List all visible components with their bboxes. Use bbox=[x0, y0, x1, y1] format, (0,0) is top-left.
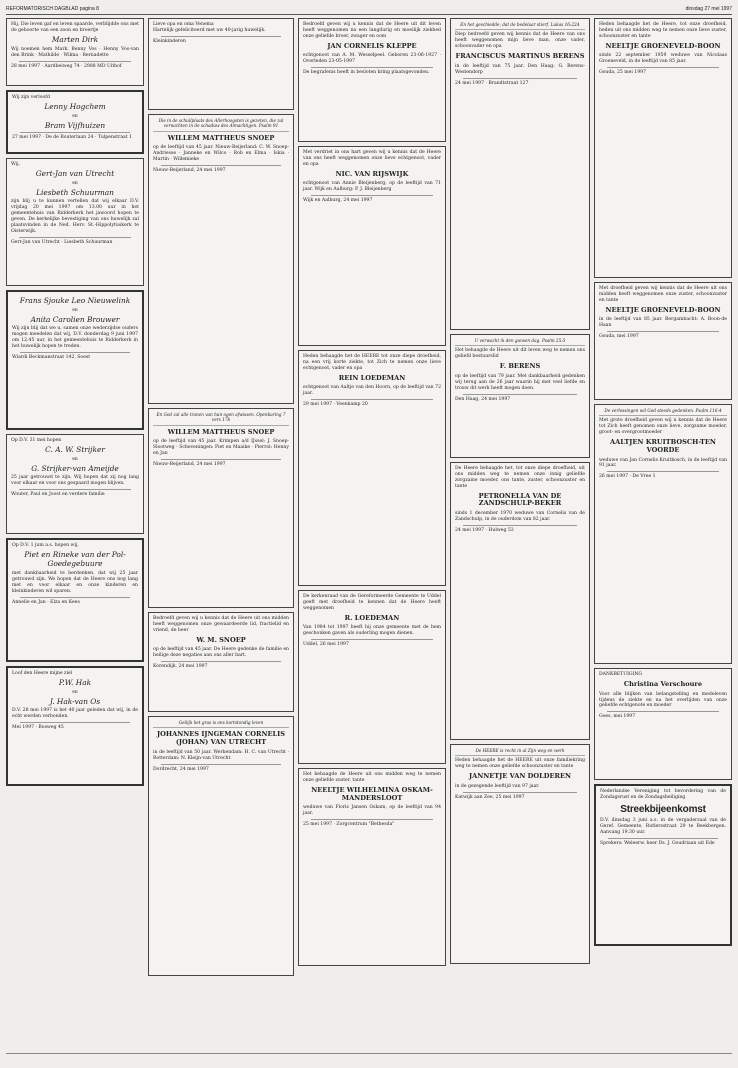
newspaper-title: REFORMATORISCH DAGBLAD pagina 8 bbox=[6, 6, 99, 12]
footer-text: Goes, mei 1997 bbox=[599, 714, 636, 720]
body-text: op de leeftijd van 45 jaar. De Heere gedenke de familie en heilige deze negaties aan ons aller hart. bbox=[153, 647, 289, 659]
person-name: Christina Verschoure bbox=[623, 679, 703, 688]
announcement bbox=[298, 18, 446, 142]
person-name: Bram Vijfhuizen bbox=[44, 120, 106, 130]
divider bbox=[161, 764, 281, 765]
announcement bbox=[6, 18, 144, 86]
announcement bbox=[450, 334, 590, 458]
footer-text: Wiardi Beckmanstraat 142, Soest bbox=[12, 355, 91, 361]
body-text: op de leeftijd van 45 jaar. Nieuw-Beijerland: C. W. Snoep-Andriesse · Janneke en Wilco · Rob en Elma · Iskia · Martin · Willemieke bbox=[153, 145, 289, 163]
lead-text: Bedroefd geven wij u kennis dat de Heere uit dit leven heeft weggenomen na een langdurig en moeilijk ziekbed onze geliefde broer, zwager en oom bbox=[303, 22, 441, 39]
person-name: FRANCISCUS MARTINUS BERENS bbox=[455, 52, 585, 61]
lead-text: Heden behaagde het de Heere, tot onze droefheid, heden uit ons midden weg te nemen onze lieve zuster, schoonzuster en tante bbox=[599, 22, 727, 39]
person-name: Anita Carolien Brouwer bbox=[30, 314, 120, 324]
announcement bbox=[298, 590, 446, 764]
quote-verse: U verwacht ik den gansen dag. Psalm 25:5 bbox=[455, 338, 585, 346]
divider bbox=[463, 792, 577, 793]
divider bbox=[161, 36, 281, 37]
lead-text: Op D.V. 31 mei hopen bbox=[11, 438, 62, 443]
announcement bbox=[298, 768, 446, 966]
footer-text: Gouda, mei 1997 bbox=[599, 334, 639, 340]
body-text: echtgenoot van Aaltje van den Hoorn, op de leeftijd van 72 jaar. bbox=[303, 385, 441, 397]
divider bbox=[607, 711, 719, 712]
lead-text: Met grote droefheid geven wij u kennis dat de Heere tot Zich heeft genomen onze lieve, zorgzame moeder, groot- en overgrootmoeder bbox=[599, 418, 727, 436]
column-3 bbox=[298, 18, 446, 970]
person-name: WILLEM MATTHEUS SNOEP bbox=[167, 133, 275, 142]
body-text: weduwe van Jan Cornelis Kruitbosch, in de leeftijd van 91 jaar. bbox=[599, 457, 727, 469]
page-header bbox=[6, 4, 732, 15]
lead-text: Loof den Heere mijne ziel bbox=[12, 671, 73, 676]
announcement bbox=[450, 18, 590, 330]
person-name: PETRONELLA VAN DE ZANDSCHULP-BEKER bbox=[478, 491, 562, 508]
person-name: WILLEM MATTHEUS SNOEP bbox=[167, 427, 275, 436]
person-name: Piet en Rineke van der Pol-Goedegebuure bbox=[24, 549, 126, 568]
lead-text: Bedroefd geven wij u kennis dat de Heere uit ons midden heeft weggenomen onze gewaardeerde lid, fractielid en vriend, de heer bbox=[153, 616, 289, 633]
divider bbox=[20, 597, 130, 598]
divider bbox=[20, 132, 130, 133]
lead-text: Met verdriet in ons hart geven wij u kennis dat de Heere van ons heeft weggenomen onze lieve echtgenoot, vader en opa bbox=[303, 150, 441, 167]
footer-text: 28 mei 1997 · Aardbeiweg 74 · 2988 MD Uithof bbox=[11, 63, 122, 69]
divider bbox=[463, 394, 577, 395]
conjunction: en bbox=[72, 180, 78, 186]
divider bbox=[607, 331, 719, 332]
footer-text: 24 mei 1997 · Hulweg 53 bbox=[455, 527, 514, 533]
body-text: in de leeftijd van 75 jaar. Den Haag: G. Berens-Westendorp bbox=[455, 63, 585, 75]
person-name: J. Hak-van Os bbox=[49, 696, 101, 706]
footer-text: Kleinkinderen bbox=[153, 38, 186, 44]
divider bbox=[463, 525, 577, 526]
divider bbox=[161, 661, 281, 662]
lead-text: Hij, Die leven gaf en leven spaarde, verblijdde ons met de geboorte van een zoon en broertje bbox=[11, 22, 139, 33]
person-name: NIC. VAN RIJSWIJK bbox=[335, 169, 409, 178]
announcement bbox=[594, 784, 732, 946]
column-2 bbox=[148, 18, 294, 980]
body-text: echtgenoot van Annie Bleijenberg, op de leeftijd van 71 jaar. Wijk en Aalburg: P. J. Bleijenberg bbox=[303, 181, 441, 193]
body-text: echtgenoot van A. M. Wesselpeel. Geboren 23-06-1927 · Overleden 23-05-1997 bbox=[303, 53, 441, 65]
footer-text: 26 mei 1997 · De Vree 1 bbox=[599, 474, 656, 480]
lead-text: DANKBETUIGING bbox=[599, 672, 643, 677]
footer-text: Mei 1997 · Bosweg 45 bbox=[12, 725, 64, 731]
announcement bbox=[6, 158, 144, 286]
divider bbox=[607, 471, 719, 472]
divider bbox=[19, 489, 131, 490]
footer-text: 29 mei 1997 · Veenkamp 20 bbox=[303, 402, 368, 408]
divider bbox=[311, 819, 433, 820]
divider bbox=[19, 237, 131, 238]
announcement bbox=[594, 18, 732, 278]
lead-text: Het behaagde de Heere uit dit leven weg te nemen ons geliefd bestuurslid bbox=[455, 348, 585, 360]
announcement bbox=[450, 744, 590, 964]
footer-text: Katwijk aan Zee, 25 mei 1997 bbox=[455, 794, 525, 800]
lead-text: Wij, bbox=[11, 162, 20, 167]
person-name: Gert-Jan van Utrecht bbox=[35, 168, 115, 178]
body-text: op de leeftijd van 45 jaar. Krimpen a/d IJssel: J. Snoep-Slootweg · Scheveningen: Piet en Maaike · Pierrol: Henny en Jan bbox=[153, 439, 289, 457]
announcement bbox=[6, 434, 144, 534]
person-name: P.W. Hak bbox=[58, 677, 92, 687]
footer-text: Sprekers: Weleerw. heer Ds. J. Goudriaan uit Ede bbox=[600, 840, 715, 846]
announcement bbox=[148, 716, 294, 976]
lead-text: Heden behaagde het de HEERE tot onze diepe droefheid, na een vrij korte ziekte, tot Zich te nemen onze lieve echtgenoot, vader en opa bbox=[303, 354, 441, 371]
person-name: Streekbijeenkomst bbox=[620, 803, 706, 815]
divider bbox=[161, 459, 281, 460]
divider bbox=[161, 165, 281, 166]
body-text: Wij noemen hem Mark. Benny Vos · Henny Vos-van den Brink · Mathilde · Wilma · Bernadette bbox=[11, 46, 139, 58]
person-name: Marten Dirk bbox=[51, 34, 99, 44]
body-text: sinds 22 september 1959 weduwe van Nicolaas Groeneveld, in de leeftijd van 85 jaar. bbox=[599, 53, 727, 65]
footer-text: Gert-Jan van Utrecht · Liesbeth Schuurman bbox=[11, 240, 113, 246]
divider bbox=[19, 61, 131, 62]
person-name: JOHANNES IJNGEMAN CORNELIS (JOHAN) VAN UTRECHT bbox=[157, 730, 285, 747]
announcement bbox=[594, 668, 732, 780]
body-text: weduwe van Floris Jansen Oskam, op de leeftijd van 94 jaar. bbox=[303, 805, 441, 817]
divider bbox=[311, 195, 433, 196]
body-text: met dankbaarheid te herdenken, dat wij 25 jaar getrouwd zijn. We hopen dat de Heere ons nog lang met en voor elkaar en onze kinderen en kleinkinderen wil sparen. bbox=[12, 570, 138, 594]
lead-text: Het behaagde de Heere uit ons midden weg te nemen onze geliefde zuster, tante bbox=[303, 772, 441, 783]
lead-text: Heden behaagde het de HEERE uit onze familiekring weg te nemen onze geliefde schoonzuster en tante bbox=[455, 758, 585, 770]
divider bbox=[311, 67, 433, 68]
person-name: F. BERENS bbox=[499, 362, 541, 371]
conjunction: en bbox=[72, 307, 78, 313]
announcement bbox=[6, 538, 144, 662]
person-name: NEELTJE GROENEVELD-BOON bbox=[605, 305, 721, 314]
person-name: C. A. W. Strijker bbox=[45, 444, 105, 454]
lead-text: Nederlandse Vereniging tot bevordering van de Zondagsrust en de Zondagsheiliging bbox=[600, 789, 726, 800]
body-text: Van 1984 tot 1997 heeft hij onze gemeente met de hem geschonken gaven als ouderling mogen dienen. bbox=[303, 625, 441, 637]
person-name: R. LOEDEMAN bbox=[344, 613, 400, 622]
divider bbox=[608, 838, 718, 839]
conjunction: en bbox=[72, 689, 78, 695]
lead-text: De kerkenraad van de Gereformeerde Gemeente te Uddel geeft met droefheid te kennen dat de Heere heeft weggenomen bbox=[303, 594, 441, 611]
body-text: D.V. dinsdag 3 juni a.s. in de vergaderzaal van de Geref. Gemeente, Rutlersstraat 29 te Beekbergen. Aanvang 19.30 uur. bbox=[600, 817, 726, 835]
footer-text: Dordrecht, 24 mei 1997 bbox=[153, 766, 209, 772]
footer-text: Wijk en Aalburg, 24 mei 1997 bbox=[303, 198, 373, 204]
body-text: in de leeftijd van 85 jaar. Bergambacht: A. Boon-de Haan bbox=[599, 317, 727, 329]
person-name: Lenny Hogchem bbox=[44, 101, 106, 111]
footer-text: Nieuw-Beijerland, 24 mei 1997 bbox=[153, 462, 226, 468]
column-4 bbox=[450, 18, 590, 968]
person-name: NEELTJE WILHELMINA OSKAM-MANDERSLOOT bbox=[311, 785, 433, 802]
publication-date: dinsdag 27 mei 1997 bbox=[685, 6, 732, 12]
announcement bbox=[594, 404, 732, 664]
body-text: op de leeftijd van 79 jaar. Met dankbaarheid gedenken wij terug aan de 26 jaar waarin hij met veel liefde en trouw dit werk heeft mogen doen. bbox=[455, 373, 585, 391]
person-name: REIN LOEDEMAN bbox=[338, 373, 406, 382]
body-text: in de leeftijd van 50 jaar. Werkendam: H. C. van Utrecht · Rotterdam: N. Kleijn-van Utrecht bbox=[153, 749, 289, 761]
body-text: sinds 1 december 1970 weduwe van Cornelis van de Zandschulp, in de ouderdom van 82 jaar. bbox=[455, 511, 585, 522]
quote-verse: Geliijk het gras is ons kortstondig leven bbox=[153, 720, 289, 728]
body-text: Voor alle blijken van belangstelling en medeleven tijdens de ziekte en na het overlijden van onze geliefde echtgenote en moeder bbox=[599, 691, 727, 709]
person-name: JAN CORNELIS KLEPPE bbox=[327, 41, 417, 50]
person-name: Frans Sjouke Leo Nieuwelink bbox=[19, 296, 131, 305]
lead-text: Diep bedroefd geven wij kennis dat de Heere van ons heeft weggenomen mijn lieve man, onze vader, schoonvader en opa bbox=[455, 32, 585, 50]
footer-text: De begrafenis heeft in besloten kring plaatsgevonden. bbox=[303, 70, 430, 76]
body-text: 25 jaar getrouwd te zijn. Wij hopen dat zij nog lang voor elkaar en voor ons gespaard mogen blijven. bbox=[11, 475, 139, 487]
body-text: in de gezegende leeftijd van 97 jaar. bbox=[455, 783, 540, 789]
person-name: AALTJEN KRUITBOSCH-TEN VOORDE bbox=[610, 438, 716, 454]
divider bbox=[20, 722, 130, 723]
divider bbox=[607, 67, 719, 68]
column-5 bbox=[594, 18, 732, 950]
body-text: D.V. 28 mei 1997 is het 40 jaar geleden dat wij, in de echt werden verbonden. bbox=[12, 708, 138, 720]
lead-text: Lieve opa en oma Venema bbox=[153, 22, 214, 27]
page-footer-rule bbox=[6, 1053, 732, 1062]
quote-verse: De verlossingen wil God steeds gedenken. Psalm 116:4 bbox=[599, 408, 727, 416]
announcement bbox=[148, 408, 294, 608]
person-name: JANNETJE VAN DOLDEREN bbox=[468, 772, 572, 781]
announcement bbox=[6, 290, 144, 430]
footer-text: Nieuw-Beijerland, 24 mei 1997 bbox=[153, 168, 226, 174]
divider bbox=[311, 399, 433, 400]
footer-text: 24 mei 1997 · Brandtstraat 127 bbox=[455, 80, 529, 86]
divider bbox=[311, 639, 433, 640]
person-name: Liesbeth Schuurman bbox=[36, 187, 114, 197]
footer-text: Annelie en Jan · Elza en Kees bbox=[12, 599, 80, 605]
quote-verse: En het geschiedde, dat de bedelaar stierf. Lukas 16:22A bbox=[455, 22, 585, 30]
announcement bbox=[148, 18, 294, 110]
footer-text: Den Haag, 24 mei 1997 bbox=[455, 396, 511, 402]
footer-text: Korendijk, 24 mei 1997 bbox=[153, 664, 208, 670]
lead-text: Met droefheid geven wij kennis dat de Heere uit ons midden heeft weggenomen onze zuster, schoonzuster en tante bbox=[599, 286, 727, 303]
divider bbox=[20, 352, 130, 353]
conjunction: en bbox=[72, 113, 78, 119]
column-1 bbox=[6, 18, 144, 790]
body-text: Wij zijn blij dat we u, samen onze wederzijdse ouders mogen meedelen dat wij, D.V. donderdag 9 juni 1997 om 12.45 uur, in het gemeentehuis te Ridderkerk in het huwelijk hopen te treden. bbox=[12, 326, 138, 350]
lead-text: Op D.V. 1 juni a.s. hopen wij, bbox=[12, 543, 79, 548]
announcement bbox=[298, 350, 446, 586]
quote-verse: Die in de schuilplaats des Allerhoogsten is gezeten, die zal vernachten in de schaduw des Almachtigen. Psalm 91 bbox=[153, 118, 289, 132]
quote-verse: De HEERE is recht in al Zijn weg en werk bbox=[455, 748, 585, 756]
quote-verse: En God zal alle tranen van hun ogen afwissen. Openbaring 7 vers 17b bbox=[153, 412, 289, 426]
person-name: W. M. SNOEP bbox=[196, 635, 246, 644]
announcement bbox=[148, 612, 294, 712]
lead-text: Wij zijn verloofd bbox=[12, 95, 50, 100]
body-text: zijn blij u te kunnen vertellen dat wij elkaar D.V. vrijdag 20 mei 1997 om 13.00 uur in het gemeentehuis van Ridderkerk het jawoord hopen te geven. De kerkelijke bevestiging van ons huwelijk zal plaatsvinden in de Ned. Herv. St.-Hippolytuskerk te Oisterwijk. bbox=[11, 199, 139, 235]
conjunction: en bbox=[72, 456, 78, 462]
person-name: NEELTJE GROENEVELD-BOON bbox=[605, 41, 721, 50]
footer-text: 27 mei 1997 · De de Bouterlaan 24 · Tulpenstraat 1 bbox=[12, 135, 133, 141]
announcement bbox=[6, 90, 144, 154]
announcement bbox=[148, 114, 294, 404]
body-text: Hartelijk gefeliciteerd met uw 40-jarig huwelijk. bbox=[153, 27, 266, 33]
footer-text: 25 mei 1997 · Zorgcentrum "Bethesda" bbox=[303, 822, 395, 828]
person-name: G. Strijker-van Ameijde bbox=[31, 463, 119, 473]
divider bbox=[463, 78, 577, 79]
lead-text: De Heere behaagde het, tot onze diepe droefheid, uit ons midden weg te nemen onze innig geliefde zorgzame moeder, ons tante, zuster, schoonzuster en tante bbox=[455, 466, 585, 489]
footer-text: Uddel, 26 mei 1997 bbox=[303, 642, 349, 648]
announcement bbox=[298, 146, 446, 346]
footer-text: Wouter, Paul en Joost en verdere familie bbox=[11, 492, 105, 498]
announcement bbox=[594, 282, 732, 400]
footer-text: Gouda, 25 mei 1997 bbox=[599, 70, 646, 76]
announcement bbox=[450, 462, 590, 740]
announcement bbox=[6, 666, 144, 786]
